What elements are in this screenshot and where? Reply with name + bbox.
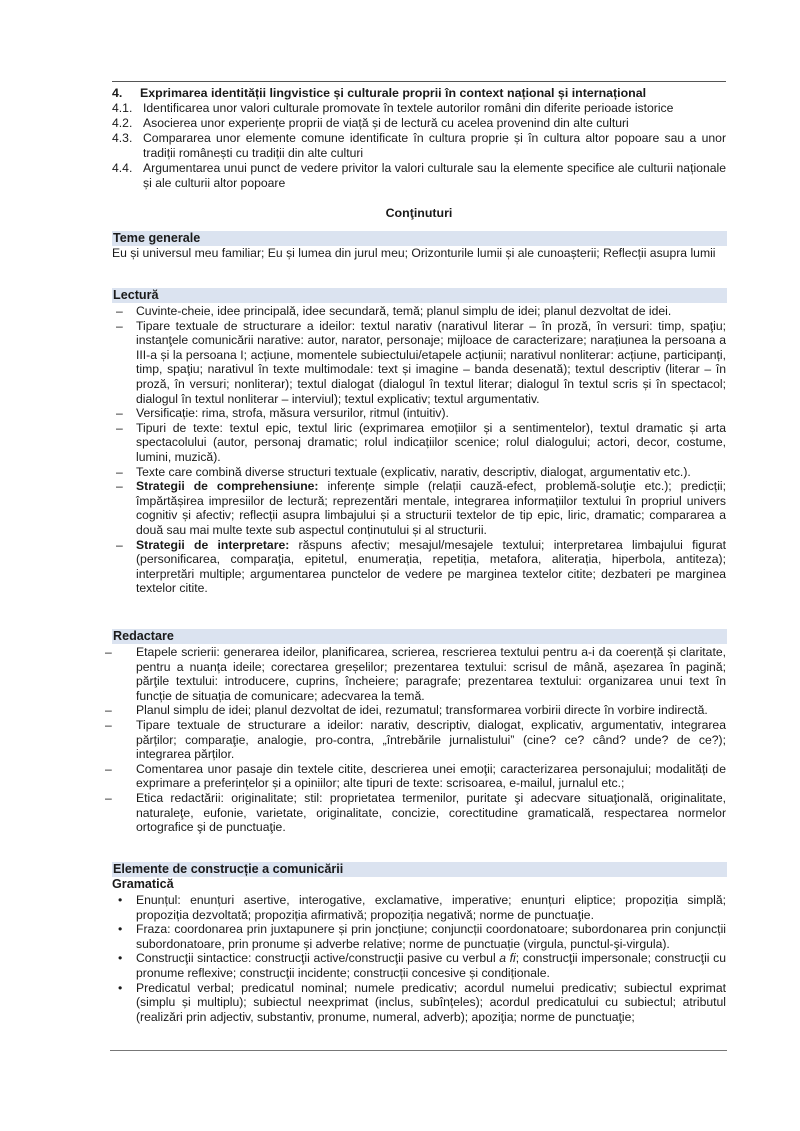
list-item [105, 645, 726, 703]
dash-marker: – [116, 479, 123, 494]
item-number: 4.3. [112, 131, 133, 145]
item-text: Predicatul verbal; predicatul nominal; numele predicativ; acordul numelui predicativ; subiectul exprimat (simplu și multiplu); subiectul neexprimat (inclus, subînțeles); acordul predicatului cu subiectul; atributul (realizări prin adjectiv, substantiv, pronume, numeral, adverb); apoziţia; norme de punctuaţie; [136, 980, 726, 1024]
dash-marker: – [116, 318, 123, 333]
item-number: 4.2. [112, 116, 133, 130]
contents-title: Conţinuturi [385, 206, 453, 220]
item-text: Cuvinte-cheie, idee principală, idee secundară, temă; planul simplu de idei; planul dezvoltat de idei. [136, 304, 672, 318]
section-heading-redactare: Redactare [112, 629, 727, 644]
subheading-gramatica: Gramatică [112, 877, 174, 891]
bottom-rule [110, 1050, 727, 1051]
bullet-marker: • [118, 893, 123, 907]
item-text: Enunțul: enunțuri asertive, interogative, exclamative, imperative; enunțuri eliptice; propoziția simplă; propoziția dezvoltată; propoziția afirmativă; propoziția negativă; norme de punctuaţie. [136, 893, 726, 922]
item-text: Texte care combină diverse structuri textuale (explicativ, narativ, descriptiv, dialogat, argumentativ etc.). [136, 464, 691, 479]
list-item [105, 703, 726, 718]
list-item [105, 790, 726, 835]
dash-marker: – [116, 420, 123, 435]
list-item [105, 717, 726, 762]
gramatica-list [112, 893, 726, 1024]
bullet-marker: • [118, 951, 123, 966]
section-heading-elemente: Elemente de construcție a comunicării [112, 862, 727, 877]
teme-generale-text: Eu și universul meu familiar; Eu și lumea din jurul meu; Orizonturile lumii și ale cunoașterii; Reflecții asupra lumii [112, 246, 716, 260]
competence-item [112, 101, 726, 116]
competence-heading [112, 85, 726, 101]
top-rule [112, 81, 726, 82]
item-text: Tipare textuale de structurare a ideilor: textul narativ (narativul literar – în proză, în versuri: timp, spaţiu; instanţele comunicării narative: autor, narator, personaje; mijloace de caracterizare; narațiunea la persoana a III-a și la persoana I; acțiune, momentele subiectului/etapele acțiunii; narativul nonliterar: acțiune, participanți, timp, spaţiu; narativul în texte multimodale: text și imagine – banda desenată); textul descriptiv (literar – în proză, în versuri; nonliterar); textul dialogat (dialogul în textul literar; dialogul în textul scris și în spectacol; dialogul în textul nonliterar – interviul); textul explicativ; textul argumentativ. [136, 318, 726, 406]
list-item [112, 922, 726, 951]
competence-number: 4. [112, 86, 123, 100]
bullet-marker: • [118, 922, 123, 937]
competence-item [112, 116, 726, 131]
item-text: Argumentarea unui punct de vedere privitor la valori culturale sau la elemente specifice ale culturii naționale și ale culturii altor popoare [143, 161, 726, 190]
dash-marker: – [105, 790, 112, 805]
item-italic: a fi [499, 951, 516, 966]
list-item [112, 538, 726, 596]
dash-marker: – [105, 761, 112, 776]
section-heading-teme-generale: Teme generale [112, 231, 727, 246]
item-text: Construcţii sintactice: construcţii active/construcţii pasive cu verbul [136, 951, 500, 966]
list-item [112, 465, 726, 480]
list-item [105, 761, 726, 791]
item-number: 4.1. [112, 101, 133, 115]
dash-marker: – [116, 464, 123, 479]
item-text: Asocierea unor experiențe proprii de viață și de lectură cu acelea provenind din alte culturi [143, 116, 629, 130]
bullet-marker: • [118, 980, 123, 995]
item-text: Fraza: coordonarea prin juxtapunere și prin joncțiune; conjuncții coordonatoare; subordonarea prin conjuncții subordonatoare, prin pronume și adverbe relative; norme de punctuație (virgula, punctul-şi-virgula). [136, 922, 726, 951]
dash-marker: – [116, 537, 123, 552]
item-text: Etapele scrierii: generarea ideilor, planificarea, scrierea, rescrierea textului pentru a-i da coerență și claritate, pentru a nuanța ideile; corectarea greșelilor; prezentarea textului: scrisul de mână, așezarea în pagină; părţile textului: introducere, cuprins, încheiere; paragrafe; prezentarea textului: organizarea unui text în funcție de situația de comunicare; adecvarea la temă. [136, 645, 726, 703]
dash-marker: – [116, 304, 123, 318]
item-text-tail: ; construcţii impersonale; construcţii cu pronume reflexive; construcţii incidente; construcții concesive și condiționale. [136, 951, 726, 980]
list-item [112, 406, 726, 421]
dash-marker: – [105, 717, 112, 732]
list-item [112, 951, 726, 980]
competence-title: Exprimarea identității lingvistice și culturale proprii în context național și internațional [140, 86, 647, 100]
item-text: Comentarea unor pasaje din textele citite, descrierea unei emoţii; caracterizarea personajului; modalități de exprimare a preferințelor și a opiniilor; alte tipuri de texte: scrisoarea, e-mailul, jurnalul etc.; [136, 761, 726, 791]
item-text: Versificație: rima, strofa, măsura versurilor, ritmul (intuitiv). [136, 406, 449, 421]
item-number: 4.4. [112, 161, 133, 175]
redactare-list [105, 645, 726, 835]
list-item [112, 479, 726, 537]
item-text: Etica redactării: originalitate; stil: proprietatea termenilor, puritate şi adecvare situaţională, originalitate, naturaleţe, eufonie, varietate, originalitate, concizie, corectitudine gramaticală, respectarea normelor ortografice şi de punctuaţie. [136, 790, 726, 835]
item-text: inferențe simple (relații cauză-efect, problemă-soluţie etc.); predicții; împărtășirea impresiilor de lectură; reprezentări mentale, integrarea informațiilor textului în propriul univers cognitiv și afectiv; reflecții asupra limbajului și a structurii textelor de tip epic, liric, dramatic; compararea a două sau mai multe texte sub aspectul conținutului și al structurii. [136, 479, 726, 537]
list-item [112, 981, 726, 1025]
lectura-list [112, 304, 726, 596]
dash-marker: – [105, 645, 112, 659]
item-bold-lead: Strategii de comprehensiune: [136, 479, 319, 494]
item-text: Tipare textuale de structurare a ideilor: narativ, descriptiv, dialogat, explicativ, argumentativ, integrarea părților; comparaţie, analogie, pro-contra, „întrebările jurnalistului” (cine? ce? când? unde? de ce?); integrarea părților. [136, 717, 726, 762]
item-text: Planul simplu de idei; planul dezvoltat de idei, rezumatul; transformarea vorbirii directe în vorbire indirectă. [136, 703, 708, 718]
item-bold-lead: Strategii de interpretare: [136, 537, 290, 552]
competence-item [112, 161, 726, 190]
list-item [112, 893, 726, 922]
item-text: răspuns afectiv; mesajul/mesajele textului; interpretarea limbajului figurat (personificarea, comparaţia, epitetul, enumerația, repetiția, metafora, aliterația, hiperbola, antiteza); interpretări multiple; argumentarea punctelor de vedere pe marginea textelor citite; dezbateri pe marginea textelor citite. [136, 537, 726, 596]
dash-marker: – [105, 703, 112, 718]
item-text: Compararea unor elemente comune identificate în cultura proprie și în cultura altor popoare sau a unor tradiții românești cu tradiții din alte culturi [143, 131, 726, 160]
item-text: Tipuri de texte: textul epic, textul liric (exprimarea emoțiilor și a sentimentelor), textul dramatic și arta spectacolului (autor, personaj dramatic; rolul indicațiilor scenice; rolul dialogului; actori, decor, costume, lumini, muzică). [136, 420, 726, 464]
list-item [112, 421, 726, 465]
section-heading-lectura: Lectură [112, 288, 727, 303]
item-text: Identificarea unor valori culturale promovate în textele autorilor români din diferite perioade istorice [143, 101, 674, 115]
dash-marker: – [116, 406, 123, 421]
competence-item [112, 131, 726, 160]
list-item [112, 304, 726, 319]
list-item [112, 319, 726, 407]
